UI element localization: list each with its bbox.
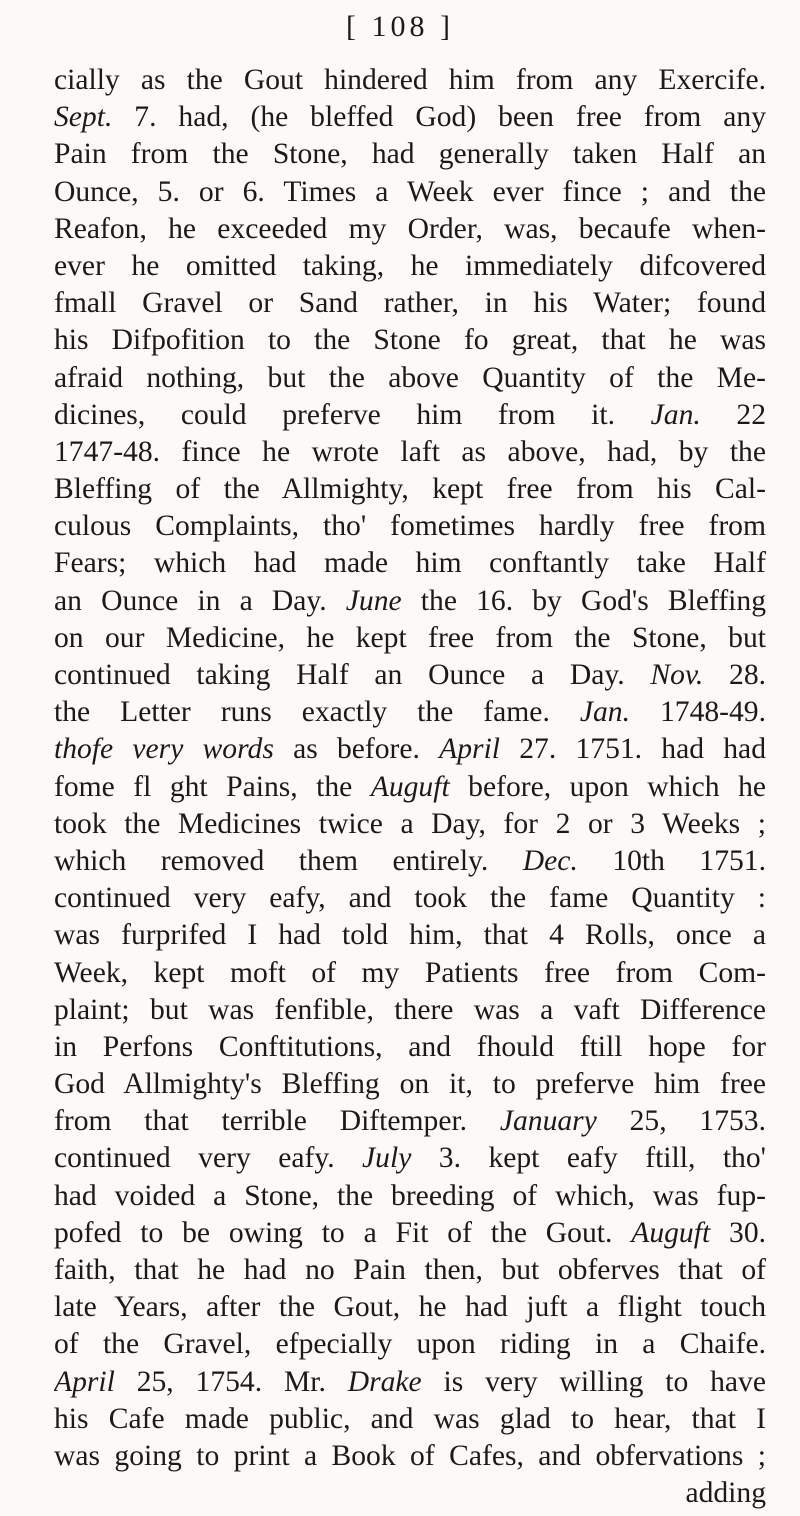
text-line (54, 1401, 766, 1438)
text-line (54, 657, 766, 694)
text-segment: Ounce, 5. or 6. Times a Week ever fince ; and the (54, 175, 766, 208)
text-segment: from that terrible Diftemper. (54, 1105, 500, 1138)
text-line (54, 360, 766, 397)
text-segment: continued very eafy, and took the fame Quantity : (54, 882, 766, 915)
text-line (54, 992, 766, 1029)
text-segment: his Cafe made public, and was glad to hear, that I (54, 1402, 766, 1435)
italic-text: Drake (347, 1365, 422, 1398)
text-segment: pofed to be owing to a Fit of the Gout. (54, 1216, 632, 1249)
text-segment: Fears; which had made him conftantly take Half (54, 547, 766, 580)
text-segment: had voided a Stone, the breeding of which, was fup- (54, 1179, 766, 1212)
text-line (54, 769, 766, 806)
text-line (54, 583, 766, 620)
text-segment: which removed them entirely. (54, 844, 523, 877)
text-segment: continued very eafy. (54, 1142, 363, 1175)
italic-text: Jan. (650, 398, 701, 431)
italic-text: Dec. (522, 844, 578, 877)
text-line (54, 285, 766, 322)
text-segment: culous Complaints, tho' fometimes hardly free from (54, 510, 766, 543)
text-line (54, 1103, 766, 1140)
italic-text: April (439, 733, 501, 766)
italic-text: Auguft (631, 1216, 711, 1249)
italic-text: April (54, 1365, 115, 1398)
text-segment: fome fl ght Pains, the (54, 770, 371, 803)
text-segment: faith, that he had no Pain then, but obferves that of (54, 1254, 766, 1286)
text-segment: plaint; but was fenfible, there was a vaft Difference (54, 993, 766, 1026)
text-segment: 1747-48. fince he wrote laft as above, had, by the (54, 435, 766, 468)
text-segment: is very willing to have (421, 1365, 766, 1398)
text-line (54, 211, 766, 248)
text-line (54, 620, 766, 657)
text-segment: the 16. by God's Bleffing (401, 584, 766, 617)
italic-text: January (499, 1105, 597, 1138)
text-segment: on our Medicine, he kept free from the Stone, but (54, 621, 766, 654)
text-segment: afraid nothing, but the above Quantity of the Me- (54, 361, 766, 394)
text-segment: 10th 1751. (577, 844, 766, 877)
text-line (54, 1364, 766, 1401)
text-line (54, 471, 766, 508)
text-line (54, 99, 766, 136)
page-number: [ 108 ] (346, 10, 454, 43)
text-line (54, 1289, 766, 1326)
text-segment: adding (685, 1477, 766, 1510)
text-segment: Bleffing of the Allmighty, kept free from his Cal- (54, 473, 766, 506)
text-segment: Pain from the Stone, had generally taken Half an (54, 138, 766, 171)
text-line (54, 434, 766, 471)
text-segment: ever he omitted taking, he immediately difcovered (54, 249, 766, 282)
text-segment: cially as the Gout hindered him from any Exercife. (54, 64, 766, 96)
italic-text: June (345, 584, 402, 617)
text-segment: an Ounce in a Day. (54, 584, 346, 617)
text-line (54, 62, 766, 99)
text-line (54, 880, 766, 917)
text-line (54, 1178, 766, 1215)
text-segment: of the Gravel, efpecially upon riding in a Chaife. (54, 1328, 766, 1361)
text-segment: 3. kept eafy ftill, tho' (411, 1142, 766, 1175)
text-segment: as before. (273, 733, 440, 766)
text-line (54, 322, 766, 359)
text-line (54, 694, 766, 731)
text-segment: 25, 1753. (596, 1105, 766, 1138)
text-line (54, 843, 766, 880)
text-segment: 25, 1754. Mr. (114, 1365, 348, 1398)
text-segment: the Letter runs exactly the fame. (54, 696, 580, 729)
body-text (54, 62, 766, 1512)
text-line (54, 1215, 766, 1252)
italic-text: Sept. (54, 101, 113, 134)
text-line (54, 508, 766, 545)
text-segment: 27. 1751. had had (500, 733, 766, 766)
text-segment: before, upon which he (449, 770, 766, 803)
text-segment: 1748-49. (629, 696, 766, 729)
text-segment: took the Medicines twice a Day, for 2 or 3 Weeks ; (54, 807, 766, 840)
text-line (54, 174, 766, 211)
text-line (54, 397, 766, 434)
text-segment: 28. (703, 659, 766, 691)
text-line (54, 136, 766, 173)
text-line (54, 1438, 766, 1475)
text-segment: Reafon, he exceeded my Order, was, becaufe when- (54, 212, 766, 245)
italic-text: Auguft (370, 770, 450, 803)
text-line (54, 1475, 766, 1512)
text-segment: dicines, could preferve him from it. (54, 398, 651, 431)
text-line (54, 545, 766, 582)
text-segment: 30. (710, 1216, 766, 1249)
italic-text: Nov. (650, 659, 704, 691)
text-line (54, 806, 766, 843)
text-segment: his Difpofition to the Stone fo great, that he was (54, 324, 766, 357)
text-segment: late Years, after the Gout, he had juft a flight touch (54, 1291, 766, 1324)
text-line (54, 1140, 766, 1177)
text-segment: 22 (700, 398, 766, 431)
text-line (54, 917, 766, 954)
text-segment: continued taking Half an Ounce a Day. (54, 659, 651, 691)
text-segment: in Perfons Conftitutions, and fhould ftill hope for (54, 1030, 766, 1063)
text-line (54, 1326, 766, 1363)
text-segment: was going to print a Book of Cafes, and obfervations ; (54, 1439, 766, 1472)
text-line (54, 1029, 766, 1066)
italic-text: July (362, 1142, 412, 1175)
text-segment: was furprifed I had told him, that 4 Rolls, once a (54, 919, 766, 952)
italic-text: Jan. (579, 696, 630, 729)
italic-text: thofe very words (54, 733, 274, 766)
text-line (54, 955, 766, 992)
text-segment: Week, kept moft of my Patients free from Com- (54, 956, 766, 989)
text-line (54, 731, 766, 768)
text-line (54, 1252, 766, 1289)
text-line (54, 248, 766, 285)
text-segment: fmall Gravel or Sand rather, in his Water; found (54, 287, 766, 320)
text-segment: God Allmighty's Bleffing on it, to preferve him free (54, 1068, 766, 1101)
text-segment: 7. had, (he bleffed God) been free from any (112, 101, 766, 134)
text-line (54, 1066, 766, 1103)
